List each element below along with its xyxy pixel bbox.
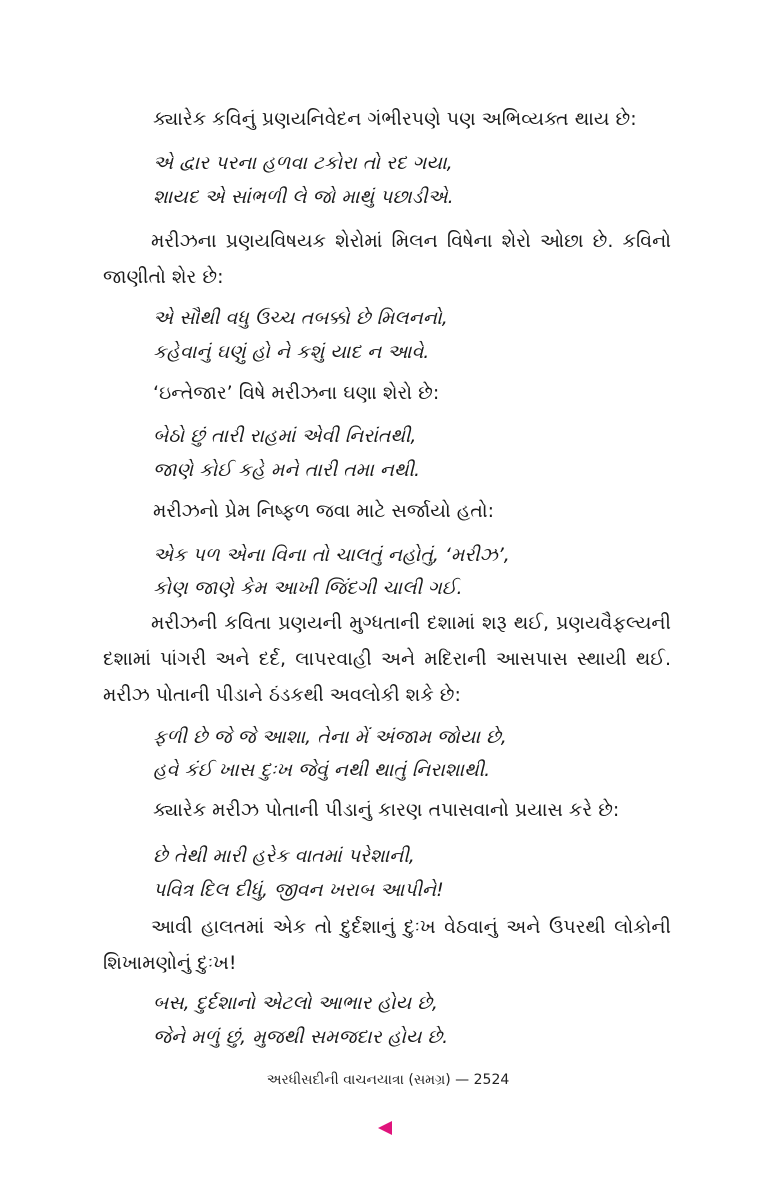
verse-1-line-1: એ દ્વાર પરના હળવા ટકોરા તો રદ ગયા, <box>153 152 453 174</box>
verse-7-line-2: જેને મળું છું, મુજથી સમજદાર હોય છે. <box>153 1026 449 1048</box>
verse-6-line-1: છે તેથી મારી હરેક વાતમાં પરેશાની, <box>153 845 415 867</box>
verse-3-line-1: બેઠો છું તારી રાહમાં એવી નિરાંતથી, <box>153 425 417 447</box>
triangle-left-icon[interactable] <box>378 1121 392 1135</box>
page-footer: અરધીસદીની વાચનયાત્રા (સમગ્ર) — 2524 <box>266 1072 510 1088</box>
paragraph-4: મરીઝનો પ્રેમ નિષ્ફળ જવા માટે સર્જાયો હતો: <box>153 500 495 522</box>
paragraph-2: મરીઝના પ્રણયવિષયક શેરોમાં મિલન વિષેના શેરો ઓછા છે. કવિનો જાણીતો શેર છે: <box>103 230 671 288</box>
verse-7-line-1: બસ, દુર્દશાનો એટલો આભાર હોય છે, <box>153 992 438 1014</box>
verse-4-line-2: કોણ જાણે કેમ આખી જિંદગી ચાલી ગઈ. <box>153 577 463 599</box>
verse-5-line-1: ફળી છે જે જે આશા, તેના મેં અંજામ જોયા છે, <box>153 726 507 748</box>
verse-3-line-2: જાણે કોઈ કહે મને તારી તમા નથી. <box>153 459 420 481</box>
verse-4-line-1: એક પળ એના વિના તો ચાલતું નહોતું, ‘મરીઝ’, <box>153 544 510 566</box>
paragraph-1: ક્યારેક કવિનું પ્રણયનિવેદન ગંભીરપણે પણ અભિવ્યક્ત થાય છે: <box>153 108 637 130</box>
verse-5-line-2: હવે કંઈ ખાસ દુઃખ જેવું નથી થાતું નિરાશાથી. <box>153 759 491 781</box>
paragraph-6: ક્યારેક મરીઝ પોતાની પીડાનું કારણ તપાસવાનો પ્રયાસ કરે છે: <box>153 799 620 821</box>
verse-1-line-2: શાયદ એ સાંભળી લે જો માથું પછાડીએ. <box>153 186 454 208</box>
paragraph-7: આવી હાલતમાં એક તો દુર્દશાનું દુઃખ વેઠવાનું અને ઉપરથી લોકોની શિખામણોનું દુઃખ! <box>103 916 671 974</box>
verse-2-line-1: એ સૌથી વધુ ઉચ્ચ તબક્કો છે મિલનનો, <box>153 307 448 329</box>
paragraph-5: મરીઝની કવિતા પ્રણયની મુગ્ધતાની દશામાં શરૂ થઈ, પ્રણયવૈફલ્યની દશામાં પાંગરી અને દર્દ, લાપરવાહી અને મદિરાની આસપાસ સ્થાયી થઈ. મરીઝ પોતાની પીડાને ઠંડકથી અવલોકી શકે છે: <box>103 612 671 706</box>
paragraph-3: ‘ઇન્તેજાર’ વિષે મરીઝના ઘણા શેરો છે: <box>153 382 440 404</box>
verse-6-line-2: પવિત્ર દિલ દીધું, જીવન ખરાબ આપીને! <box>153 879 444 901</box>
verse-2-line-2: કહેવાનું ઘણું હો ને કશું યાદ ન આવે. <box>153 341 430 363</box>
